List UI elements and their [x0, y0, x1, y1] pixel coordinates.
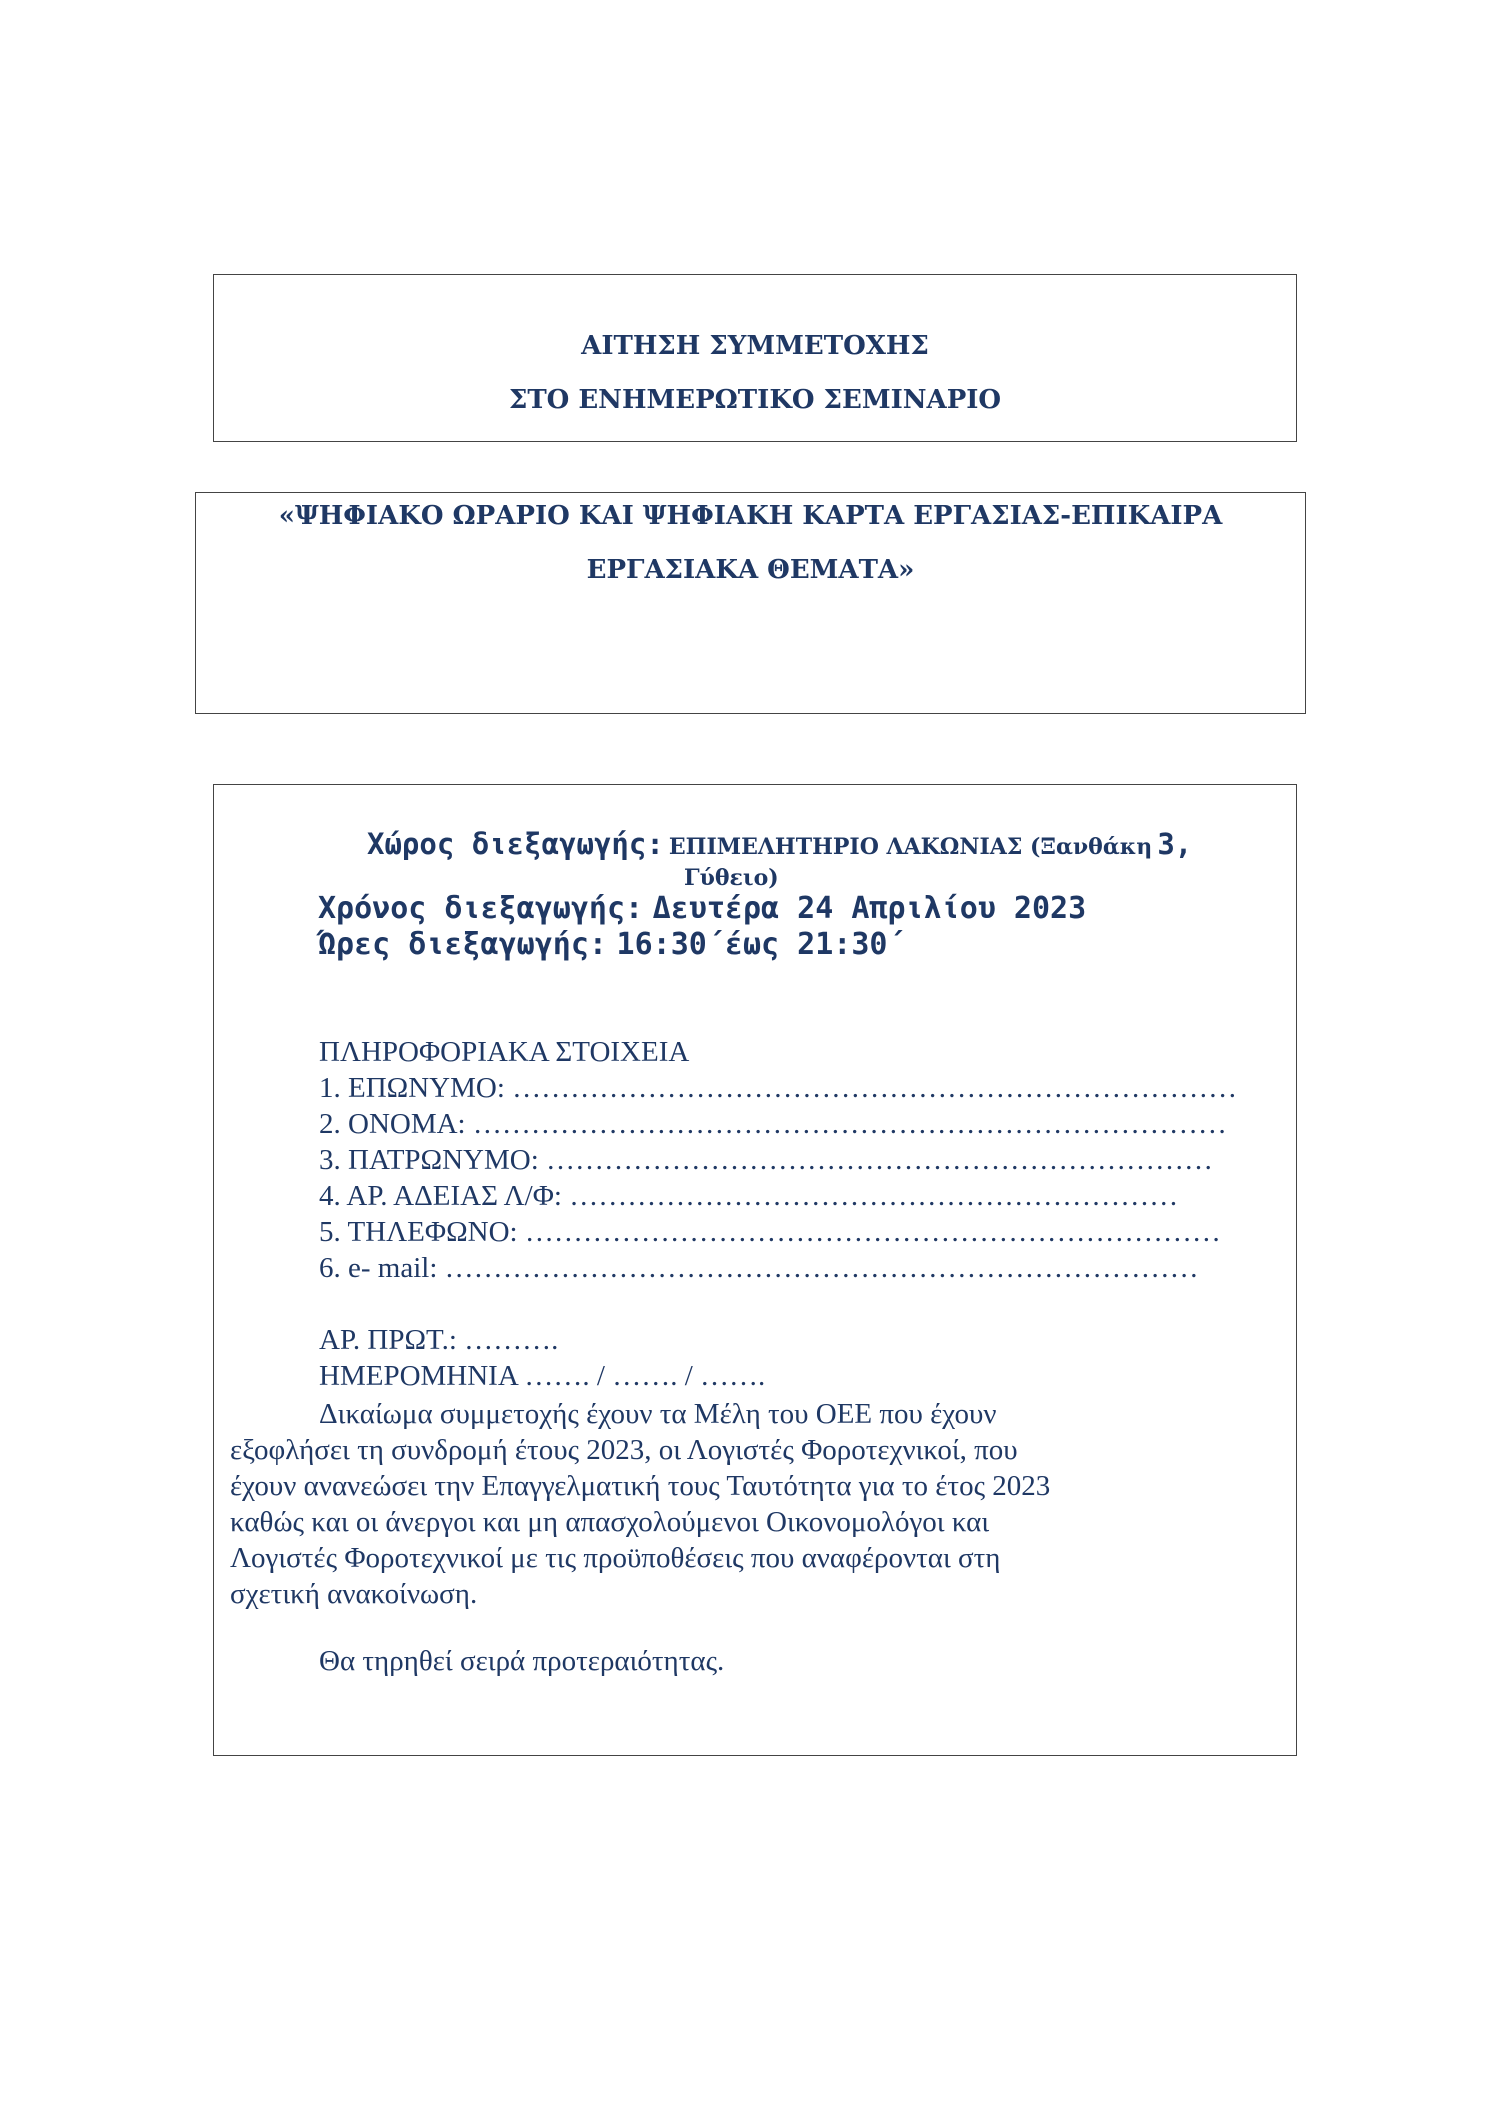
time-label: Χρόνος διεξαγωγής:	[318, 891, 644, 926]
eligibility-line-3: έχουν ανανεώσει την Επαγγελματική τους Ταυτότητα για το έτος 2023	[230, 1470, 1051, 1502]
date-field[interactable]: ΗΜΕΡΟΜΗΝΙΑ ……. / ……. / …….	[319, 1360, 766, 1392]
eligibility-line-2: εξοφλήσει τη συνδρομή έτους 2023, οι Λογιστές Φοροτεχνικοί, που	[230, 1434, 1018, 1466]
eligibility-line-5: Λογιστές Φοροτεχνικοί με τις προϋποθέσεις που αναφέρονται στη	[230, 1542, 1001, 1574]
hours-value: 16:30΄έως 21:30΄	[616, 927, 906, 962]
seminar-title-line-2: ΕΡΓΑΣΙΑΚΑ ΘΕΜΑΤΑ»	[586, 555, 915, 585]
field-license-number[interactable]: 4. ΑΡ. ΑΔΕΙΑΣ Λ/Φ: ………………………………………………………	[319, 1180, 1179, 1212]
venue-value-continued: Γύθειο)	[684, 865, 779, 891]
form-heading: ΠΛΗΡΟΦΟΡΙΑΚΑ ΣΤΟΙΧΕΙΑ	[319, 1036, 690, 1068]
eligibility-line-1: Δικαίωμα συμμετοχής έχουν τα Μέλη του ΟΕΕ που έχουν	[319, 1398, 997, 1430]
hours-label: Ώρες διεξαγωγής:	[318, 927, 607, 962]
venue-value: ΕΠΙΜΕΛΗΤΗΡΙΟ ΛΑΚΩΝΙΑΣ (Ξανθάκη	[668, 834, 1153, 860]
seminar-title-line-1: «ΨΗΦΙΑΚΟ ΩΡΑΡΙΟ ΚΑΙ ΨΗΦΙΑΚΗ ΚΑΡΤΑ ΕΡΓΑΣΙΑΣ-ΕΠΙΚΑΙΡΑ	[278, 501, 1223, 531]
priority-note: Θα τηρηθεί σειρά προτεραιότητας.	[319, 1645, 725, 1677]
field-email[interactable]: 6. e- mail: ……………………………………………………………………	[319, 1252, 1199, 1284]
eligibility-line-6: σχετική ανακοίνωση.	[230, 1578, 478, 1610]
time-value: Δευτέρα 24 Απριλίου 2023	[652, 891, 1087, 926]
venue-line: Χώρος διεξαγωγής: ΕΠΙΜΕΛΗΤΗΡΙΟ ΛΑΚΩΝΙΑΣ (Ξανθάκη 3,	[367, 827, 1193, 861]
eligibility-paragraph	[230, 1396, 1290, 1612]
field-phone[interactable]: 5. ΤΗΛΕΦΩΝΟ: ………………………………………………………………	[319, 1216, 1221, 1248]
venue-label: Χώρος διεξαγωγής:	[367, 827, 664, 861]
field-surname[interactable]: 1. ΕΠΩΝΥΜΟ: …………………………………………………………………	[319, 1072, 1238, 1104]
field-fathers-name[interactable]: 3. ΠΑΤΡΩΝΥΜΟ: ……………………………………………………………	[319, 1144, 1214, 1176]
application-form-box	[213, 784, 1297, 1756]
header-box	[213, 274, 1297, 442]
form-subtitle: ΣΤΟ ΕΝΗΜΕΡΩΤΙΚΟ ΣΕΜΙΝΑΡΙΟ	[508, 385, 1002, 415]
form-title: ΑΙΤΗΣΗ ΣΥΜΜΕΤΟΧΗΣ	[581, 331, 929, 361]
seminar-title-box	[195, 492, 1306, 714]
protocol-number-field[interactable]: ΑΡ. ΠΡΩΤ.: ……….	[319, 1324, 559, 1356]
hours-line	[318, 927, 906, 962]
time-line	[318, 891, 1086, 926]
field-first-name[interactable]: 2. ΟΝΟΜΑ: ……………………………………………………………………	[319, 1108, 1227, 1140]
eligibility-line-4: καθώς και οι άνεργοι και μη απασχολούμενοι Οικονομολόγοι και	[230, 1506, 990, 1538]
